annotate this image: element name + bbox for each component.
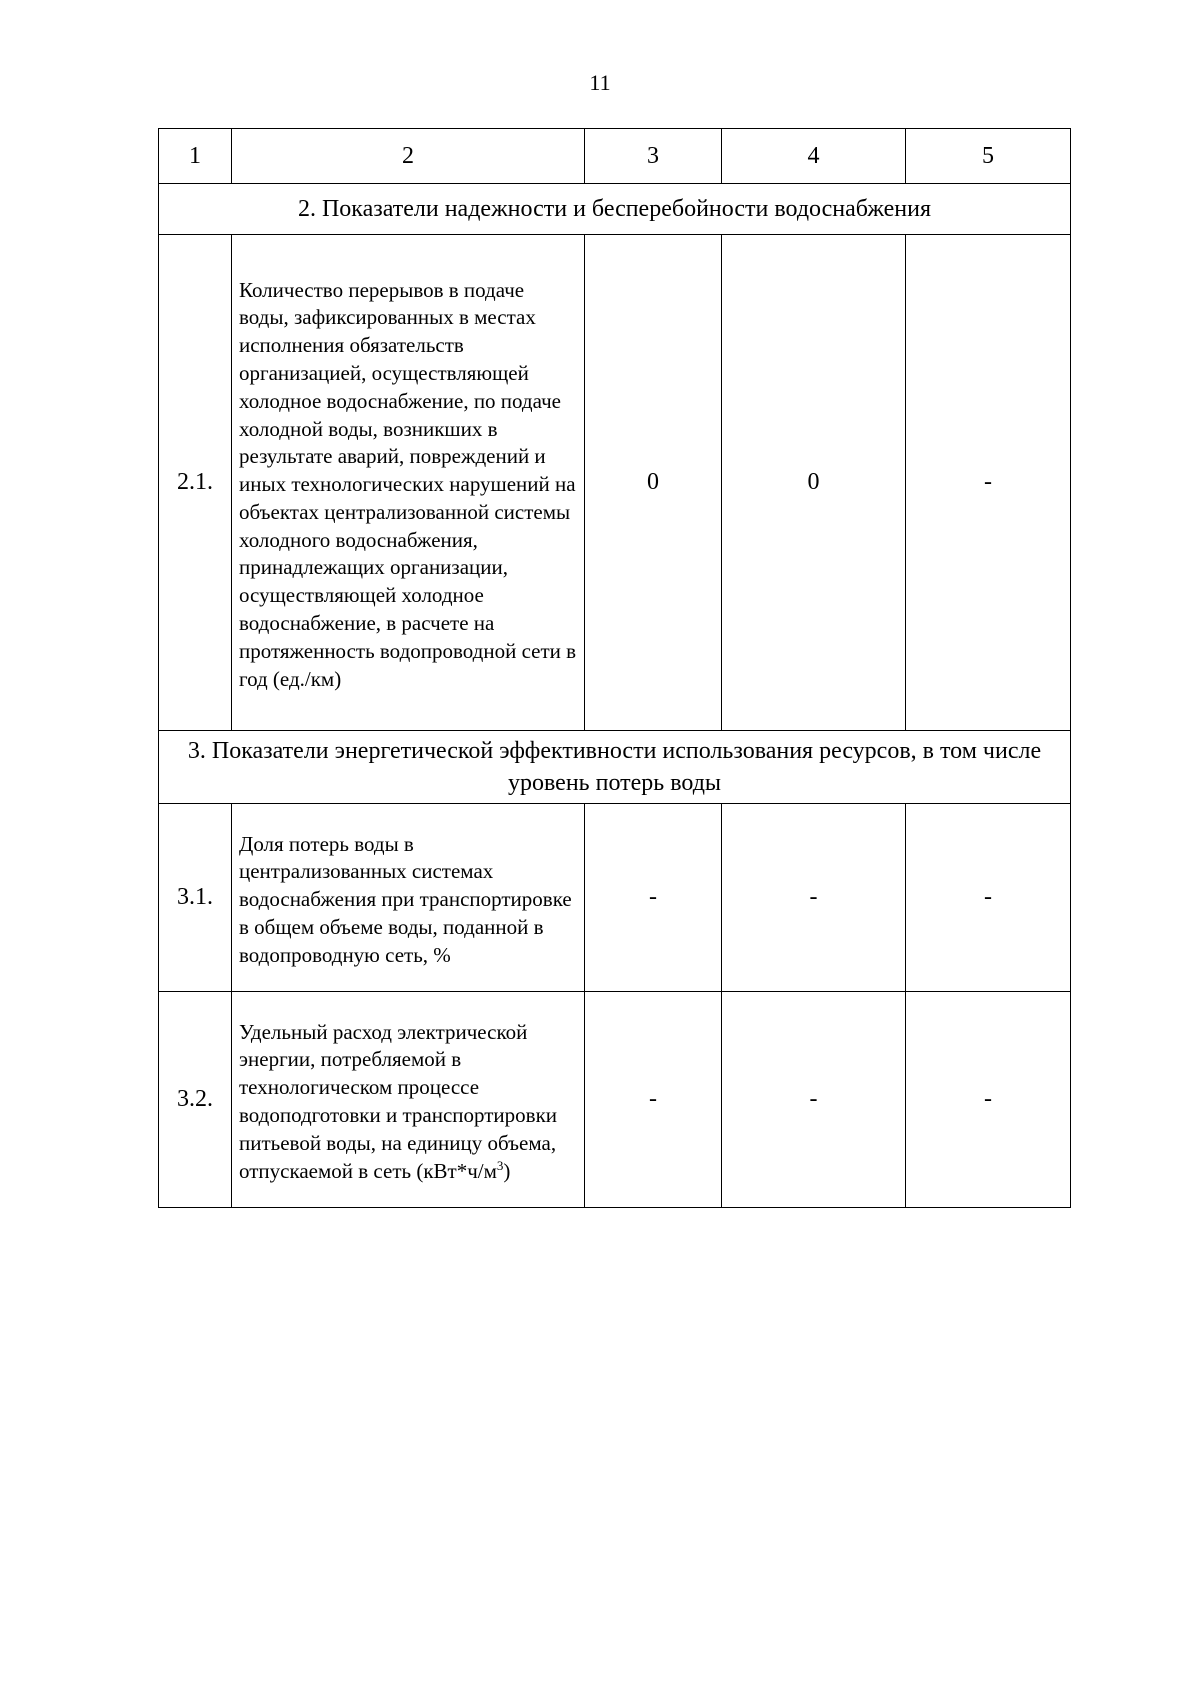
table-row <box>159 235 1071 731</box>
section-2-title: 2. Показатели надежности и бесперебойности водоснабжения <box>159 184 1071 235</box>
row-value-col5: - <box>906 992 1071 1208</box>
row-number: 3.2. <box>159 992 232 1208</box>
row-value-col4: - <box>722 804 906 992</box>
row-value-col3: - <box>585 992 722 1208</box>
indicators-table <box>158 128 1071 1208</box>
page-number: 11 <box>589 70 611 95</box>
row-description-end: ) <box>503 1158 511 1183</box>
row-value-col4: 0 <box>722 235 906 731</box>
row-description: Количество перерывов в подаче воды, зафиксированных в местах исполнения обязательств организацией, осуществляющей холодное водоснабжение, по подаче холодной воды, возникших в результате аварий, повреждений и иных технологических нарушений на объектах централизованной системы холодного водоснабжения, принадлежащих организации, осуществляющей холодное водоснабжение, в расчете на протяженность водопроводной сети в год (ед./км) <box>232 235 585 731</box>
header-cell-4: 4 <box>722 129 906 184</box>
section-3-row <box>159 731 1071 804</box>
row-value-col3: 0 <box>585 235 722 731</box>
row-number: 3.1. <box>159 804 232 992</box>
row-value-col3: - <box>585 804 722 992</box>
header-cell-1: 1 <box>159 129 232 184</box>
section-3-title: 3. Показатели энергетической эффективности использования ресурсов, в том числе уровень потерь воды <box>159 731 1071 804</box>
row-description <box>232 992 585 1208</box>
table-row <box>159 804 1071 992</box>
table-header-row <box>159 129 1071 184</box>
row-description-text: Удельный расход электрической энергии, потребляемой в технологическом процессе водоподготовки и транспортировки питьевой воды, на единицу объема, отпускаемой в сеть (кВт*ч/м <box>239 1019 558 1183</box>
row-value-col5: - <box>906 235 1071 731</box>
row-number: 2.1. <box>159 235 232 731</box>
section-2-row <box>159 184 1071 235</box>
unit-superscript: 3 <box>496 1157 504 1173</box>
table-row <box>159 992 1071 1208</box>
header-cell-2: 2 <box>232 129 585 184</box>
header-cell-5: 5 <box>906 129 1071 184</box>
row-value-col5: - <box>906 804 1071 992</box>
row-description: Доля потерь воды в централизованных системах водоснабжения при транспортировке в общем объеме воды, поданной в водопроводную сеть, % <box>232 804 585 992</box>
header-cell-3: 3 <box>585 129 722 184</box>
row-value-col4: - <box>722 992 906 1208</box>
